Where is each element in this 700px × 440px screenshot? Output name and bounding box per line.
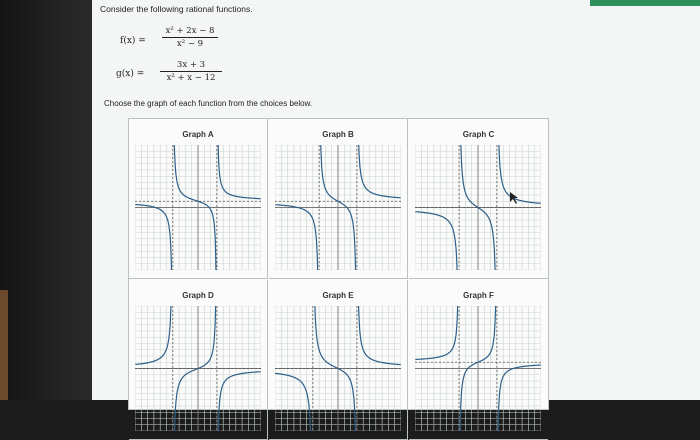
function-f-denominator: x² − 9 [176, 39, 204, 49]
graph-plot [135, 306, 261, 431]
graph-choices-table [128, 118, 549, 410]
graph-choice-c[interactable] [409, 119, 548, 279]
graph-label: Graph E [322, 291, 354, 300]
graph-label: Graph F [463, 291, 494, 300]
graph-curve-branch [498, 145, 540, 203]
function-g-denominator: x² + x − 12 [166, 73, 216, 83]
graph-label: Graph A [182, 130, 214, 139]
function-f [120, 26, 220, 60]
function-f-numerator: x² + 2x − 8 [165, 26, 215, 36]
graph-choice-e[interactable] [269, 280, 408, 440]
desk-edge [0, 290, 8, 400]
graph-plot [415, 306, 541, 431]
graph-plot [135, 145, 261, 270]
graph-label: Graph C [462, 130, 495, 139]
graph-choice-a[interactable] [129, 119, 268, 279]
question-screen [92, 0, 700, 400]
monitor-bezel [0, 0, 92, 400]
function-g-numerator: 3x + 3 [176, 60, 206, 70]
function-f-fraction [162, 26, 218, 49]
question-intro: Consider the following rational functions. [100, 4, 253, 14]
graph-plot [275, 145, 401, 270]
graph-curve-branch [415, 306, 458, 360]
graph-choice-b[interactable] [269, 119, 408, 279]
accent-bar [590, 0, 700, 6]
graph-curve-branch [415, 212, 457, 270]
graph-label: Graph D [182, 291, 214, 300]
function-g [116, 60, 226, 94]
function-g-lhs: g(x) = [116, 69, 145, 79]
graph-plot [415, 145, 541, 270]
function-f-lhs: f(x) = [120, 36, 146, 46]
graph-curve-branch [218, 372, 261, 431]
graph-choice-d[interactable] [129, 280, 268, 440]
graph-label: Graph B [322, 130, 354, 139]
mouse-pointer-icon [510, 192, 518, 204]
question-instruction: Choose the graph of each function from the choices below. [104, 99, 313, 108]
graph-curve-branch [275, 205, 318, 270]
graph-curve-branch [218, 145, 261, 199]
graph-plot [275, 306, 401, 431]
function-g-fraction [160, 60, 222, 83]
graph-curve-branch [358, 145, 401, 198]
graph-curve-branch [275, 373, 311, 431]
graph-choice-f[interactable] [409, 280, 548, 440]
